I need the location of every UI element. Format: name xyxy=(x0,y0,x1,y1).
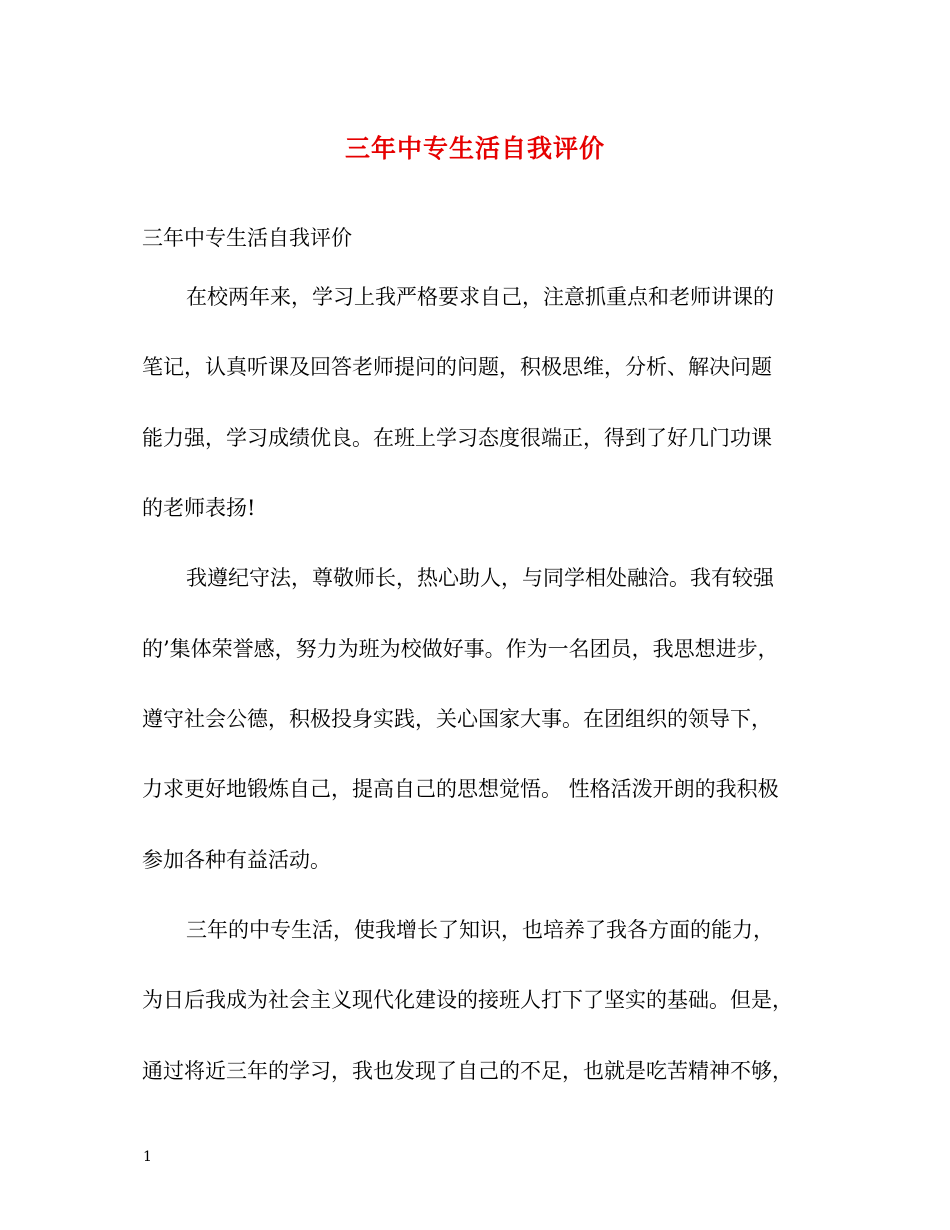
paragraph-line: 通过将近三年的学习，我也发现了自己的不足，也就是吃苦精神不够， xyxy=(142,1059,793,1083)
document-title: 三年中专生活自我评价 xyxy=(344,134,605,163)
paragraph-line: 参加各种有益活动。 xyxy=(142,848,331,872)
paragraph-line: 遵守社会公德，积极投身实践，关心国家大事。在团组织的领导下， xyxy=(142,707,772,731)
paragraph-line: 我遵纪守法，尊敬师长，热心助人，与同学相处融洽。我有较强 xyxy=(186,566,774,590)
paragraph-line: 的’集体荣誉感，努力为班为校做好事。作为一名团员，我思想进步， xyxy=(142,637,779,661)
paragraph-line: 力求更好地锻炼自己，提高自己的思想觉悟。 性格活泼开朗的我积极 xyxy=(142,777,779,801)
paragraph-line: 为日后我成为社会主义现代化建设的接班人打下了坚实的基础。但是， xyxy=(142,988,793,1012)
paragraph-line: 在校两年来，学习上我严格要求自己，注意抓重点和老师讲课的 xyxy=(186,285,774,309)
paragraph-line: 能力强，学习成绩优良。在班上学习态度很端正，得到了好几门功课 xyxy=(142,426,772,450)
paragraph-line: 的老师表扬! xyxy=(142,496,256,520)
document-heading: 三年中专生活自我评价 xyxy=(142,226,352,250)
paragraph-line: 笔记，认真听课及回答老师提问的问题，积极思维，分析、解决问题 xyxy=(142,355,772,379)
page-number: 1 xyxy=(143,1149,152,1165)
paragraph-line: 三年的中专生活，使我增长了知识，也培养了我各方面的能力， xyxy=(186,918,774,942)
